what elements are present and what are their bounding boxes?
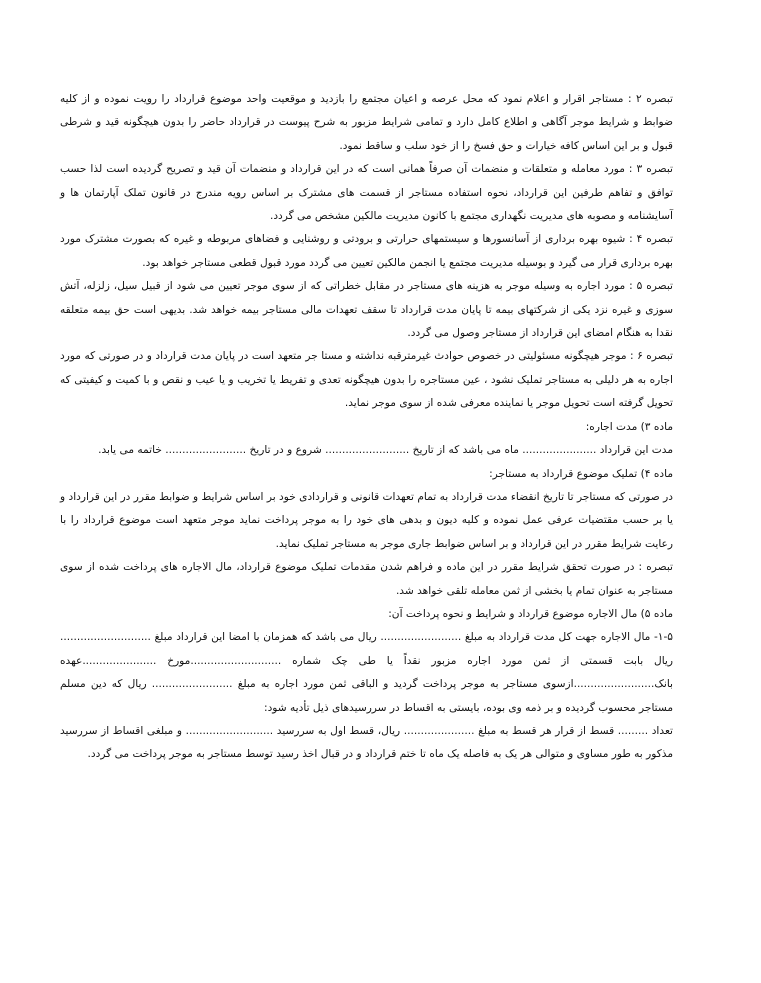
ownership-transfer-paragraph: در صورتی که مستاجر تا تاریخ انقضاء مدت قرارداد به تمام تعهدات قانونی و قراردادی خود بر اساس شرایط و ضوابط مقرر در این قرارداد و یا بر حسب مقتضیات عرفی عمل نموده و کلیه دیون و بدهی های خود را به موجر پرداخت نماید موجر متعهد است موضوع قرارداد را با رعایت شرایط مقرر در این قرارداد و بر اساس ضوابط جاری موجر به مستاجر تملیک نماید. xyxy=(60,490,673,550)
note-3-paragraph: تبصره ۳ : مورد معامله و متعلقات و منضمات آن صرفاً همانی است که در این قرارداد و منضمات آن قید و تصریح گردیده است لذا حسب توافق و تفاهم طرفین این قرارداد، نحوه استفاده مستاجر از قسمت های مشترک بر اساس رویه مندرج در قانون تملک آپارتمان ها و آسایشنامه و مصوبه های مدیریت نگهداری مجتمع با کانون مدیریت مالکین مشخص می گردد. xyxy=(60,163,673,223)
note-6-paragraph: تبصره ۶ : موجر هیچگونه مسئولیتی در خصوص حوادث غیرمترقبه نداشته و مستا جر متعهد است در پایان مدت قرارداد و در صورتی که مورد اجاره به هر دلیلی به مستاجر تملیک نشود ، عین مستاجره را بدون هیچگونه تعدی و تفریط یا تخریب و یا عیب و نقص و با کمیت و کیفیتی که تحویل گرفته است تحویل موجر یا نماینده معرفی شده از سوی موجر نماید. xyxy=(60,350,673,410)
payment-terms-paragraph: ۱-۵- مال الاجاره جهت کل مدت قرارداد به مبلغ ........................ ریال می باشد که همزمان با امضا این قرارداد مبلغ ........................... ریال بابت قسمتی از ثمن مورد اجاره مزبور نقداً یا طی چک شماره ...........................مورخ ......................عهده بانک........................ازسوی مستاجر به موجر پرداخت گردید و الباقی ثمن مورد اجاره به مبلغ ........................ ریال که دین مسلم مستاجر محسوب گردیده و بر ذمه وی بوده، بایستی به اقساط در سررسیدهای ذیل تأدیه شود: xyxy=(60,631,673,714)
article-4-note-paragraph: تبصره : در صورت تحقق شرایط مقرر در این ماده و فراهم شدن مقدمات تملیک موضوع قرارداد، مال الاجاره های پرداخت شده از سوی مستاجر به عنوان تمام یا بخشی از ثمن معامله تلقی خواهد شد. xyxy=(60,561,673,597)
note-4-paragraph: تبصره ۴ : شیوه بهره برداری از آسانسورها و سیستمهای حرارتی و برودتی و روشنایی و فضاهای مربوطه و غیره که بصورت مشترک مورد بهره برداری قرار می گیرد و بوسیله مدیریت مجتمع یا انجمن مالکین تعیین می گردد مورد قبول قطعی مستاجر خواهد بود. xyxy=(60,233,673,269)
article-3-heading: ماده ۳) مدت اجاره: xyxy=(585,420,673,433)
contract-text xyxy=(60,88,673,767)
lease-duration-paragraph: مدت این قرارداد ...................... ماه می باشد که از تاریخ ......................... شروع و در تاریخ ........................ خاتمه می یابد. xyxy=(98,444,673,457)
article-4-heading: ماده ۴) تملیک موضوع قرارداد به مستاجر: xyxy=(489,467,673,480)
installments-paragraph: تعداد ......... قسط از قرار هر قسط به مبلغ ..................... ریال، قسط اول به سررسید .......................... و مبلغی اقساط از سررسید مذکور به طور مساوی و متوالی هر یک به فاصله یک ماه تا ختم قرارداد و در قبال اخذ رسید توسط مستاجر به موجر پرداخت می گردد. xyxy=(60,724,673,761)
article-5-heading: ماده ۵) مال الاجاره موضوع قرارداد و شرایط و نحوه پرداخت آن: xyxy=(388,607,673,620)
note-2-paragraph: تبصره ۲ : مستاجر اقرار و اعلام نمود که محل عرصه و اعیان مجتمع را بازدید و موقعیت واحد موضوع قرارداد را رویت نموده و از کلیه ضوابط و شرایط موجر آگاهی و اطلاع کامل دارد و تمامی شرایط مزبور به شرح پیوست در قرارداد حاضر را بدون هیچگونه قید و شرطی قبول و بر این اساس کافه خیارات و حق فسخ را از خود سلب و ساقط نمود. xyxy=(60,93,673,152)
note-5-paragraph: تبصره ۵ : مورد اجاره به وسیله موجر به هزینه های مستاجر در مقابل خطراتی که از سوی موجر تعیین می شود از قبیل سیل، زلزله، آتش سوزی و غیره نزد یکی از شرکتهای بیمه تا پایان مدت قرارداد تا سقف تعهدات مالی مستاجر بیمه خواهد شد. بدیهی است حق بیمه متعلقه نقدا به هنگام امضای این قرارداد از مستاجر وصول می گردد. xyxy=(60,280,673,340)
